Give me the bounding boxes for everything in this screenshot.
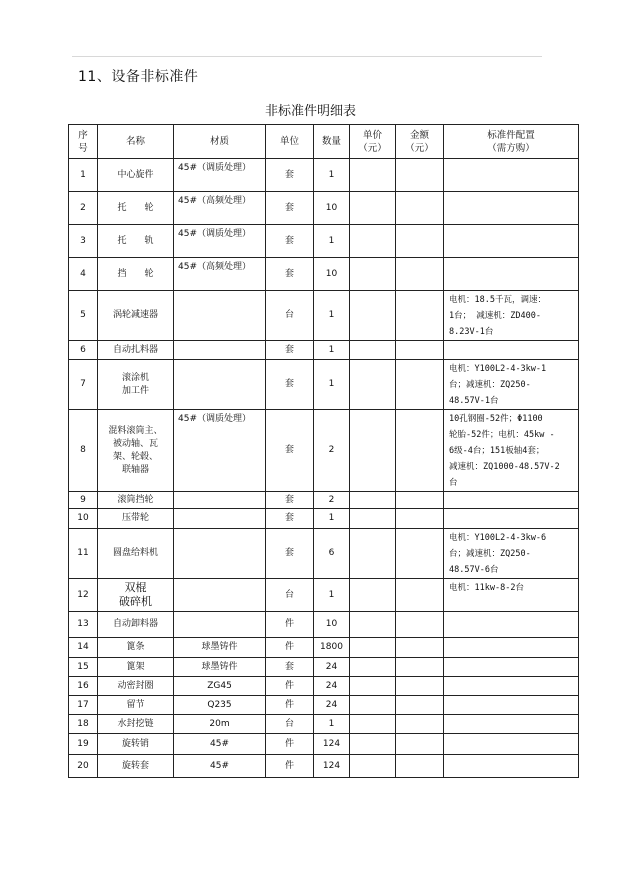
header-seq: 序 号	[69, 125, 98, 159]
cell-price	[350, 341, 396, 360]
cell-price	[350, 225, 396, 258]
cell-price	[350, 492, 396, 509]
cell-unit: 套	[266, 192, 314, 225]
cell-material	[174, 492, 266, 509]
cell-remark	[444, 658, 579, 677]
cell-material: 45#（调质处理）	[174, 159, 266, 192]
cell-remark	[444, 755, 579, 778]
table-row	[69, 410, 579, 492]
cell-material: 45#（调质处理）	[174, 225, 266, 258]
header-material: 材质	[174, 125, 266, 159]
cell-amount	[396, 192, 444, 225]
cell-unit: 套	[266, 410, 314, 492]
cell-seq: 19	[69, 734, 98, 755]
cell-name: 篦条	[98, 638, 174, 658]
cell-remark	[444, 341, 579, 360]
table-title: 非标准件明细表	[264, 104, 356, 119]
cell-amount	[396, 677, 444, 696]
header-name: 名称	[98, 125, 174, 159]
cell-unit: 套	[266, 658, 314, 677]
cell-qty: 1	[314, 509, 350, 529]
cell-seq: 13	[69, 612, 98, 638]
cell-amount	[396, 658, 444, 677]
cell-name: 留节	[98, 696, 174, 715]
cell-material: 球墨铸件	[174, 658, 266, 677]
cell-amount	[396, 696, 444, 715]
cell-amount	[396, 638, 444, 658]
cell-seq: 5	[69, 291, 98, 341]
cell-qty: 124	[314, 734, 350, 755]
cell-qty: 1	[314, 159, 350, 192]
cell-qty: 2	[314, 492, 350, 509]
cell-amount	[396, 509, 444, 529]
cell-qty: 24	[314, 658, 350, 677]
cell-remark: 电机：11kw-8-2台	[444, 579, 579, 612]
cell-qty: 1800	[314, 638, 350, 658]
cell-remark: 电机：Y100L2-4-3kw-1 台；减速机：ZQ250- 48.57V-1台	[444, 360, 579, 410]
cell-material	[174, 509, 266, 529]
cell-amount	[396, 360, 444, 410]
cell-price	[350, 360, 396, 410]
table-row	[69, 612, 579, 638]
cell-material: 20m	[174, 715, 266, 734]
cell-seq: 1	[69, 159, 98, 192]
cell-material	[174, 529, 266, 579]
cell-price	[350, 291, 396, 341]
cell-amount	[396, 529, 444, 579]
cell-price	[350, 677, 396, 696]
table-row	[69, 638, 579, 658]
cell-price	[350, 734, 396, 755]
table-row	[69, 159, 579, 192]
cell-unit: 套	[266, 360, 314, 410]
cell-remark: 电机：Y100L2-4-3kw-6 台；减速机：ZQ250- 48.57V-6台	[444, 529, 579, 579]
cell-remark	[444, 509, 579, 529]
cell-seq: 16	[69, 677, 98, 696]
cell-material: ZG45	[174, 677, 266, 696]
cell-material: 45#（调质处理）	[174, 410, 266, 492]
cell-material: 45#（高频处理）	[174, 258, 266, 291]
header-price: 单价 （元）	[350, 125, 396, 159]
cell-qty: 10	[314, 192, 350, 225]
cell-seq: 17	[69, 696, 98, 715]
cell-unit: 套	[266, 492, 314, 509]
cell-seq: 9	[69, 492, 98, 509]
cell-material	[174, 612, 266, 638]
cell-unit: 件	[266, 612, 314, 638]
table-row	[69, 492, 579, 509]
cell-price	[350, 159, 396, 192]
cell-amount	[396, 734, 444, 755]
cell-seq: 7	[69, 360, 98, 410]
cell-remark	[444, 715, 579, 734]
cell-amount	[396, 258, 444, 291]
cell-unit: 件	[266, 677, 314, 696]
cell-qty: 1	[314, 360, 350, 410]
cell-name: 挡 轮	[98, 258, 174, 291]
cell-material: 45#（高频处理）	[174, 192, 266, 225]
table-row	[69, 734, 579, 755]
cell-unit: 件	[266, 755, 314, 778]
section-heading: 11、设备非标准件	[78, 69, 199, 85]
cell-price	[350, 579, 396, 612]
cell-qty: 24	[314, 696, 350, 715]
cell-unit: 台	[266, 715, 314, 734]
cell-remark	[444, 159, 579, 192]
cell-remark	[444, 492, 579, 509]
cell-amount	[396, 410, 444, 492]
cell-amount	[396, 341, 444, 360]
cell-price	[350, 192, 396, 225]
cell-qty: 2	[314, 410, 350, 492]
cell-unit: 件	[266, 638, 314, 658]
cell-amount	[396, 159, 444, 192]
cell-name: 自动扎料器	[98, 341, 174, 360]
cell-seq: 10	[69, 509, 98, 529]
cell-material	[174, 341, 266, 360]
cell-name: 压带轮	[98, 509, 174, 529]
cell-amount	[396, 755, 444, 778]
cell-qty: 1	[314, 291, 350, 341]
cell-price	[350, 696, 396, 715]
cell-remark: 10孔钢圈-52件；Φ1100 轮胎-52件；电机：45kw - 6级-4台；151板轴4套； 减速机：ZQ1000-48.57V-2 台	[444, 410, 579, 492]
cell-qty: 1	[314, 715, 350, 734]
cell-qty: 24	[314, 677, 350, 696]
cell-qty: 124	[314, 755, 350, 778]
header-amount: 金额 （元）	[396, 125, 444, 159]
table-row	[69, 509, 579, 529]
cell-seq: 11	[69, 529, 98, 579]
cell-seq: 6	[69, 341, 98, 360]
header-unit: 单位	[266, 125, 314, 159]
cell-qty: 1	[314, 225, 350, 258]
cell-material	[174, 291, 266, 341]
header-qty: 数量	[314, 125, 350, 159]
cell-qty: 1	[314, 341, 350, 360]
cell-remark	[444, 192, 579, 225]
cell-material: 45#	[174, 755, 266, 778]
cell-remark	[444, 612, 579, 638]
cell-remark	[444, 258, 579, 291]
cell-unit: 套	[266, 159, 314, 192]
cell-remark: 电机：18.5千瓦，调速： 1台； 减速机：ZD400- 8.23V-1台	[444, 291, 579, 341]
cell-seq: 4	[69, 258, 98, 291]
table-row	[69, 579, 579, 612]
cell-amount	[396, 715, 444, 734]
table-row	[69, 755, 579, 778]
cell-qty: 6	[314, 529, 350, 579]
cell-price	[350, 638, 396, 658]
table-row	[69, 225, 579, 258]
table-row	[69, 291, 579, 341]
cell-qty: 10	[314, 258, 350, 291]
cell-seq: 20	[69, 755, 98, 778]
cell-amount	[396, 225, 444, 258]
cell-name: 滚筒挡轮	[98, 492, 174, 509]
cell-remark	[444, 696, 579, 715]
cell-price	[350, 658, 396, 677]
cell-amount	[396, 579, 444, 612]
cell-unit: 件	[266, 696, 314, 715]
cell-price	[350, 410, 396, 492]
cell-name: 自动卸料器	[98, 612, 174, 638]
cell-qty: 10	[314, 612, 350, 638]
cell-name: 篦架	[98, 658, 174, 677]
cell-material: Q235	[174, 696, 266, 715]
top-divider	[72, 56, 542, 57]
cell-name: 混料滚筒主、 被动轴、瓦 架、轮毂、 联轴器	[98, 410, 174, 492]
cell-qty: 1	[314, 579, 350, 612]
table-row	[69, 529, 579, 579]
table-row	[69, 677, 579, 696]
cell-remark	[444, 638, 579, 658]
cell-amount	[396, 612, 444, 638]
cell-unit: 套	[266, 225, 314, 258]
cell-material: 球墨铸件	[174, 638, 266, 658]
table-row	[69, 360, 579, 410]
cell-name: 托 轮	[98, 192, 174, 225]
cell-price	[350, 715, 396, 734]
cell-name: 中心旋件	[98, 159, 174, 192]
cell-name: 涡轮减速器	[98, 291, 174, 341]
cell-price	[350, 612, 396, 638]
cell-name: 动密封圈	[98, 677, 174, 696]
cell-remark	[444, 734, 579, 755]
cell-price	[350, 509, 396, 529]
table-row	[69, 192, 579, 225]
cell-material	[174, 579, 266, 612]
cell-material: 45#	[174, 734, 266, 755]
cell-price	[350, 258, 396, 291]
cell-name: 托 轨	[98, 225, 174, 258]
table-row	[69, 696, 579, 715]
cell-unit: 套	[266, 258, 314, 291]
cell-seq: 3	[69, 225, 98, 258]
cell-seq: 15	[69, 658, 98, 677]
cell-amount	[396, 492, 444, 509]
cell-name: 旋转销	[98, 734, 174, 755]
cell-amount	[396, 291, 444, 341]
cell-name: 双棍 破碎机	[98, 579, 174, 612]
header-row	[69, 125, 579, 159]
cell-name: 滚涂机 加工件	[98, 360, 174, 410]
cell-remark	[444, 677, 579, 696]
cell-unit: 件	[266, 734, 314, 755]
cell-price	[350, 755, 396, 778]
cell-seq: 2	[69, 192, 98, 225]
cell-seq: 12	[69, 579, 98, 612]
cell-seq: 8	[69, 410, 98, 492]
cell-unit: 套	[266, 509, 314, 529]
cell-seq: 18	[69, 715, 98, 734]
parts-table	[68, 124, 579, 778]
cell-seq: 14	[69, 638, 98, 658]
cell-unit: 台	[266, 579, 314, 612]
cell-name: 水封挖链	[98, 715, 174, 734]
table-row	[69, 341, 579, 360]
cell-name: 旋转套	[98, 755, 174, 778]
table-row	[69, 715, 579, 734]
header-remark: 标准件配置 （需方购）	[444, 125, 579, 159]
cell-unit: 套	[266, 529, 314, 579]
table-row	[69, 258, 579, 291]
table-row	[69, 658, 579, 677]
cell-unit: 套	[266, 341, 314, 360]
cell-material	[174, 360, 266, 410]
cell-remark	[444, 225, 579, 258]
cell-name: 圆盘给料机	[98, 529, 174, 579]
cell-unit: 台	[266, 291, 314, 341]
cell-price	[350, 529, 396, 579]
